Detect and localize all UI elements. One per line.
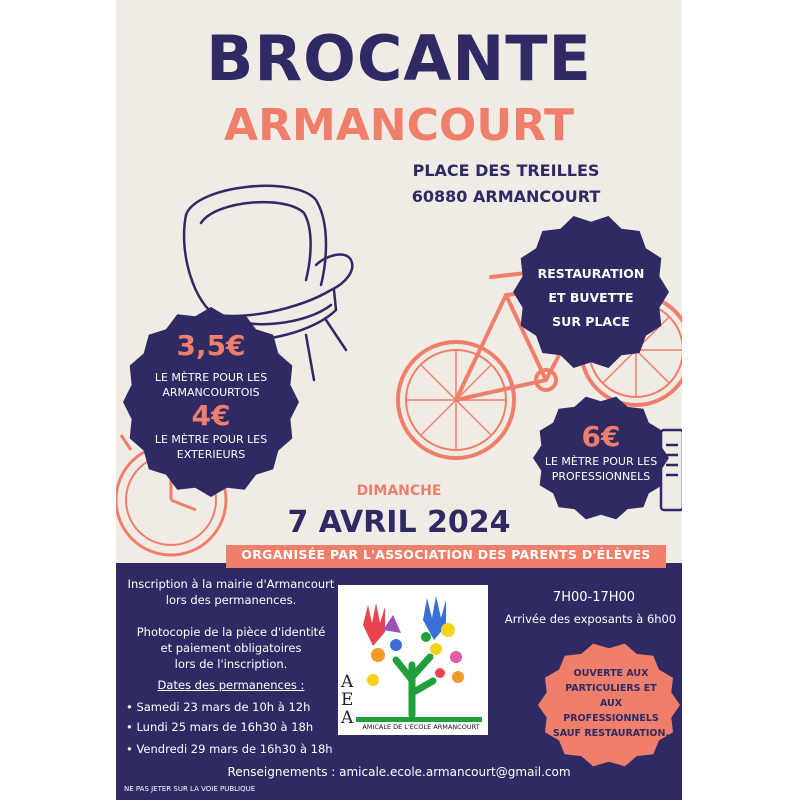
footer-note: NE PAS JETER SUR LA VOIE PUBLIQUE bbox=[124, 785, 256, 793]
inscription-line-5: lors de l'inscription. bbox=[174, 657, 288, 671]
title: BROCANTE bbox=[206, 22, 592, 95]
price-pro-desc-2: PROFESSIONNELS bbox=[551, 470, 651, 483]
aea-logo bbox=[338, 585, 488, 735]
price-residents-desc-1: LE MÈTRE POUR LES bbox=[154, 371, 268, 384]
open-line-5: SAUF RESTAURATION. bbox=[552, 728, 670, 739]
open-line-2: PARTICULIERS ET bbox=[565, 683, 657, 694]
restauration-line-3: SUR PLACE bbox=[552, 314, 630, 329]
inscription-block bbox=[121, 576, 341, 672]
open-line-3: AUX bbox=[599, 698, 623, 709]
poster bbox=[116, 0, 682, 800]
open-line-4: PROFESSIONNELS bbox=[563, 713, 659, 724]
restauration-badge bbox=[521, 262, 661, 334]
price-exterior-desc-1: LE MÈTRE POUR LES bbox=[154, 433, 268, 446]
hours-time: 7H00-17H00 bbox=[552, 590, 636, 605]
inscription-line-2: lors des permanences. bbox=[165, 593, 297, 607]
open-badge bbox=[541, 666, 681, 741]
price-residents: 3,5€ bbox=[176, 329, 246, 362]
aea-letters: AEA bbox=[341, 672, 354, 728]
price-pro-desc-1: LE MÈTRE POUR LES bbox=[544, 455, 658, 468]
pro-badge bbox=[536, 420, 666, 484]
restauration-line-1: RESTAURATION bbox=[537, 266, 645, 281]
contact-info: Renseignements : amicale.ecole.armancourt@gmail.com bbox=[227, 765, 571, 779]
permanence-item: • Samedi 23 mars de 10h à 12h bbox=[126, 700, 311, 714]
price-pro: 6€ bbox=[581, 420, 621, 453]
price-exterior-desc-2: EXTERIEURS bbox=[176, 448, 246, 461]
price-residents-desc-2: ARMANCOURTOIS bbox=[162, 386, 260, 399]
address-line-2: 60880 ARMANCOURT bbox=[411, 187, 601, 206]
permanence-item: • Vendredi 29 mars de 16h30 à 18h bbox=[126, 742, 333, 756]
day-label: DIMANCHE bbox=[356, 483, 442, 499]
aea-caption: AMICALE DE L'ÉCOLE ARMANCOURT bbox=[362, 723, 480, 731]
event-date: 7 AVRIL 2024 bbox=[287, 505, 511, 540]
hours-arrival: Arrivée des exposants à 6h00 bbox=[504, 612, 677, 626]
price-exterior: 4€ bbox=[191, 399, 231, 432]
restauration-line-2: ET BUVETTE bbox=[548, 290, 634, 305]
city-title: ARMANCOURT bbox=[224, 100, 574, 151]
open-line-1: OUVERTE AUX bbox=[573, 668, 649, 679]
inscription-line-1: Inscription à la mairie d'Armancourt bbox=[127, 577, 335, 591]
inscription-line-4: et paiement obligatoires bbox=[160, 641, 302, 655]
permanences-heading: Dates des permanences : bbox=[157, 678, 305, 692]
prices-badge bbox=[134, 330, 288, 462]
inscription-line-3: Photocopie de la pièce d'identité bbox=[136, 625, 326, 639]
permanence-item: • Lundi 25 mars de 16h30 à 18h bbox=[126, 720, 314, 734]
address-line-1: PLACE DES TREILLES bbox=[412, 161, 600, 180]
organizer-text: ORGANISÉE PAR L'ASSOCIATION DES PARENTS D'ÉLÈVES bbox=[241, 547, 651, 562]
